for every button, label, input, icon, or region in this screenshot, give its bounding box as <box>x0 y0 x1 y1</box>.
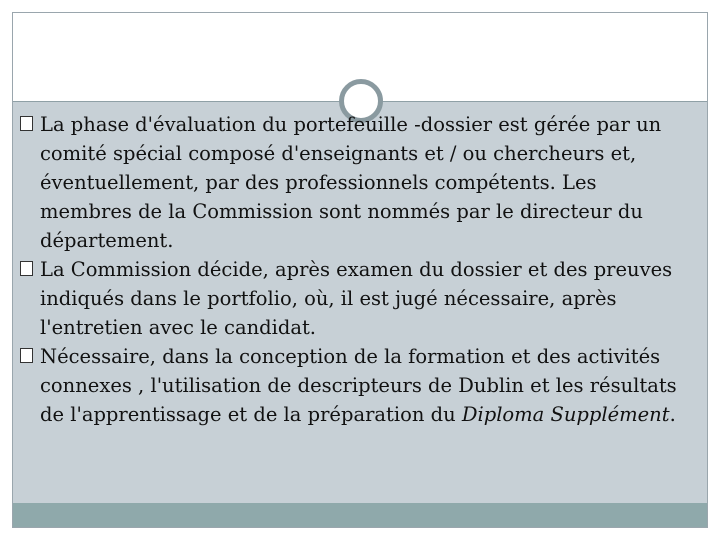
box-bullet-icon <box>20 261 33 276</box>
bullet-text: Nécessaire, dans la conception de la formation et des activités connexes , l'utilisation de descripteurs de Dublin et les résultats de l'apprentissage et de la préparation du <box>40 345 677 426</box>
bullet-item-3 <box>20 342 680 429</box>
footer-bar <box>13 503 707 527</box>
bullet-text: La phase d'évaluation du portefeuille -dossier est gérée par un comité spécial composé d'enseignants et / ou chercheurs et, éventuellement, par des professionnels compétents. Les membres de la Commission sont nommés par le directeur du département. <box>40 113 662 252</box>
box-bullet-icon <box>20 348 33 363</box>
bullet-text: La Commission décide, après examen du dossier et des preuves indiqués dans le portfolio, où, il est jugé nécessaire, après l'entretien avec le candidat. <box>40 258 673 339</box>
box-bullet-icon <box>20 116 33 131</box>
bullet-text-tail: . <box>669 403 676 426</box>
bullet-text-italic: Diploma Supplément <box>461 403 670 426</box>
bullet-list <box>20 110 680 429</box>
bullet-item-2 <box>20 255 680 342</box>
bullet-item-1 <box>20 110 680 255</box>
